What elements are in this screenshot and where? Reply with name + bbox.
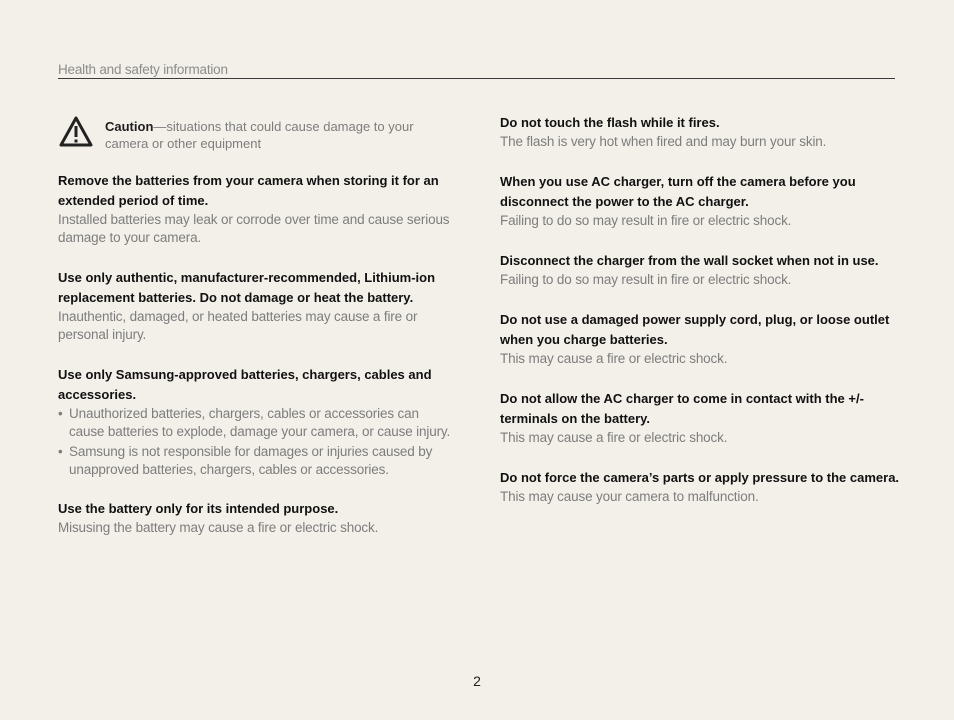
list-item bbox=[58, 443, 456, 478]
section-body: Installed batteries may leak or corrode over time and cause serious damage to your camera. bbox=[58, 212, 450, 245]
right-column bbox=[500, 113, 900, 527]
section-store-batteries bbox=[58, 171, 456, 247]
section-authentic-batteries bbox=[58, 268, 456, 344]
section-ac-charger-power bbox=[500, 172, 900, 230]
section-body: Inauthentic, damaged, or heated batteries may cause a fire or personal injury. bbox=[58, 309, 418, 342]
header-title: Health and safety information bbox=[58, 62, 228, 77]
section-heading: Use only authentic, manufacturer-recommended, Lithium-ion replacement batteries. Do not damage or heat the battery. bbox=[58, 270, 436, 305]
section-intended-purpose bbox=[58, 499, 456, 537]
section-heading: Remove the batteries from your camera when storing it for an extended period of time. bbox=[58, 173, 439, 208]
page-number: 2 bbox=[473, 673, 481, 689]
list-item bbox=[58, 405, 456, 440]
bullet-mark: • bbox=[58, 444, 63, 459]
section-heading: Disconnect the charger from the wall socket when not in use. bbox=[500, 253, 879, 268]
list-item-text: Samsung is not responsible for damages or injuries caused by unapproved batteries, chargers, cables or accessories. bbox=[69, 444, 433, 477]
caution-text bbox=[105, 113, 456, 152]
section-body: This may cause a fire or electric shock. bbox=[500, 430, 728, 445]
section-body: Failing to do so may result in fire or electric shock. bbox=[500, 213, 792, 228]
section-terminals bbox=[500, 389, 900, 447]
warning-triangle-icon bbox=[58, 115, 94, 149]
left-column bbox=[58, 113, 456, 558]
section-heading: Do not use a damaged power supply cord, plug, or loose outlet when you charge batteries. bbox=[500, 312, 890, 347]
section-body: Misusing the battery may cause a fire or electric shock. bbox=[58, 520, 379, 535]
section-approved-accessories bbox=[58, 365, 456, 478]
section-body: This may cause a fire or electric shock. bbox=[500, 351, 728, 366]
section-force-parts bbox=[500, 468, 900, 506]
caution-label: Caution bbox=[105, 119, 154, 134]
section-body: The flash is very hot when fired and may burn your skin. bbox=[500, 134, 827, 149]
section-heading: Use only Samsung-approved batteries, chargers, cables and accessories. bbox=[58, 367, 432, 402]
section-disconnect-charger bbox=[500, 251, 900, 289]
caution-notice bbox=[58, 113, 456, 171]
section-body: Failing to do so may result in fire or electric shock. bbox=[500, 272, 792, 287]
bullet-mark: • bbox=[58, 406, 63, 421]
section-heading: Do not force the camera’s parts or apply pressure to the camera. bbox=[500, 470, 900, 485]
page-header bbox=[58, 62, 895, 79]
section-body: This may cause your camera to malfunction. bbox=[500, 489, 759, 504]
section-heading: Do not touch the flash while it fires. bbox=[500, 115, 720, 130]
section-flash bbox=[500, 113, 900, 151]
section-heading: Do not allow the AC charger to come in contact with the +/- terminals on the battery. bbox=[500, 391, 864, 426]
list-item-text: Unauthorized batteries, chargers, cables or accessories can cause batteries to explode, damage your camera, or cause injury. bbox=[69, 406, 451, 439]
bullet-list bbox=[58, 405, 456, 478]
section-heading: Use the battery only for its intended purpose. bbox=[58, 501, 339, 516]
section-damaged-cord bbox=[500, 310, 900, 368]
caution-description: —situations that could cause damage to your camera or other equipment bbox=[105, 119, 414, 151]
section-heading: When you use AC charger, turn off the camera before you disconnect the power to the AC charger. bbox=[500, 174, 856, 209]
